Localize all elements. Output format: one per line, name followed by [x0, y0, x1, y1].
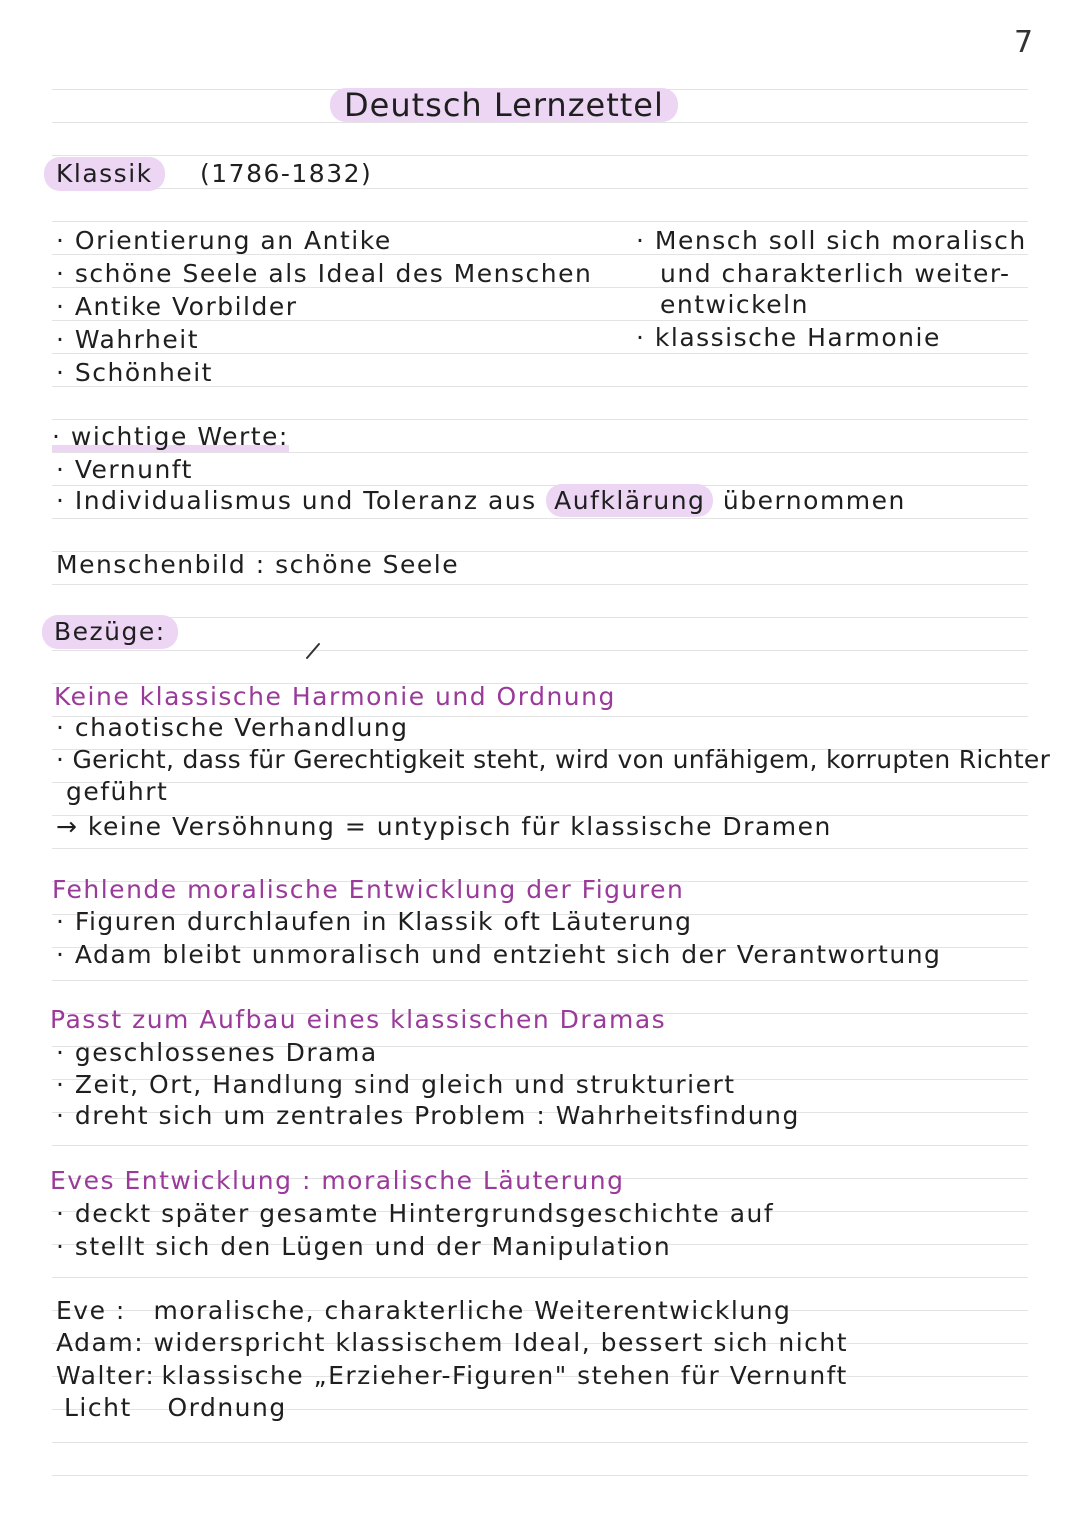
klassik-left-bullet: · Antike Vorbilder	[56, 292, 298, 321]
klassik-left-bullet: · Wahrheit	[56, 325, 199, 354]
section-heading: Eves Entwicklung : moralische Läuterung	[50, 1166, 625, 1195]
rule-line	[52, 155, 1028, 156]
section-line: · deckt später gesamte Hintergrundsgeschichte auf	[56, 1199, 775, 1228]
summary-row	[56, 1296, 791, 1326]
page-number: 7	[1014, 25, 1035, 60]
rule-line	[52, 650, 1028, 651]
rule-line	[52, 584, 1028, 585]
summary-text: klassische „Erzieher-Figuren" stehen für Vernunft	[161, 1361, 848, 1390]
klassik-right-bullet: und charakterlich weiter-	[660, 259, 1011, 288]
rule-line	[52, 848, 1028, 849]
section-heading: Fehlende moralische Entwicklung der Figuren	[52, 875, 685, 904]
section-heading: Passt zum Aufbau eines klassischen Dramas	[50, 1005, 667, 1034]
rule-line	[52, 221, 1028, 222]
page-title: Deutsch Lernzettel	[330, 88, 678, 122]
werte-individualismus-suffix: übernommen	[722, 486, 906, 515]
klassik-right-bullet: · klassische Harmonie	[636, 323, 941, 352]
section-line: · Zeit, Ort, Handlung sind gleich und strukturiert	[56, 1070, 736, 1099]
section-heading: Keine klassische Harmonie und Ordnung	[54, 682, 616, 711]
section-line: · chaotische Verhandlung	[56, 713, 409, 742]
werte-individualismus	[56, 486, 906, 516]
rule-line	[52, 452, 1028, 453]
summary-name: Eve :	[56, 1296, 126, 1325]
section-line: · Gericht, dass für Gerechtigkeit steht, wird von unfähigem, korrupten Richter	[56, 745, 1051, 774]
rule-line	[52, 1145, 1028, 1146]
klassik-left-bullet: · Schönheit	[56, 358, 213, 387]
werte-item: · Vernunft	[56, 455, 193, 484]
menschenbild-label: Menschenbild :	[56, 550, 266, 579]
klassik-right-bullet: · Mensch soll sich moralisch	[636, 226, 1027, 255]
section-line: · Figuren durchlaufen in Klassik oft Läuterung	[56, 907, 693, 936]
klassik-left-bullet: · Orientierung an Antike	[56, 226, 392, 255]
rule-line	[52, 419, 1028, 420]
section-line: geführt	[66, 777, 169, 806]
werte-heading: · wichtige Werte:	[52, 422, 289, 451]
summary-text: moralische, charakterliche Weiterentwicklung	[153, 1296, 792, 1325]
section-line: · dreht sich um zentrales Problem : Wahrheitsfindung	[56, 1101, 800, 1130]
rule-line	[52, 617, 1028, 618]
summary-row	[64, 1393, 287, 1423]
klassik-period: (1786-1832)	[200, 159, 373, 188]
section-line: · Adam bleibt unmoralisch und entzieht sich der Verantwortung	[56, 940, 942, 969]
summary-row	[56, 1328, 848, 1358]
klassik-left-bullet: · schöne Seele als Ideal des Menschen	[56, 259, 593, 288]
klassik-right-bullet: entwickeln	[660, 290, 809, 319]
section-line: → keine Versöhnung = untypisch für klassische Dramen	[56, 812, 832, 841]
summary-text: widerspricht klassischem Ideal, bessert sich nicht	[153, 1328, 849, 1357]
werte-individualismus-prefix: · Individualismus und Toleranz aus	[56, 486, 537, 515]
summary-name: Licht	[64, 1393, 132, 1422]
rule-line	[52, 1475, 1028, 1476]
rule-line	[52, 980, 1028, 981]
check-mark-icon	[305, 640, 323, 662]
klassik-heading: Klassik	[44, 157, 165, 191]
section-line: · stellt sich den Lügen und der Manipulation	[56, 1232, 672, 1261]
rule-line	[52, 1442, 1028, 1443]
rule-line	[52, 188, 1028, 189]
bezuege-heading: Bezüge:	[42, 615, 178, 649]
summary-name: Adam:	[56, 1328, 145, 1357]
summary-name: Walter:	[56, 1361, 156, 1390]
summary-text: Ordnung	[167, 1393, 287, 1422]
section-line: · geschlossenes Drama	[56, 1038, 378, 1067]
rule-line	[52, 1277, 1028, 1278]
menschenbild-line	[56, 550, 459, 580]
rule-line	[52, 782, 1028, 783]
summary-row	[56, 1361, 848, 1391]
rule-line	[52, 518, 1028, 519]
menschenbild-value: schöne Seele	[275, 550, 460, 579]
aufklaerung-highlight: Aufklärung	[546, 484, 713, 517]
